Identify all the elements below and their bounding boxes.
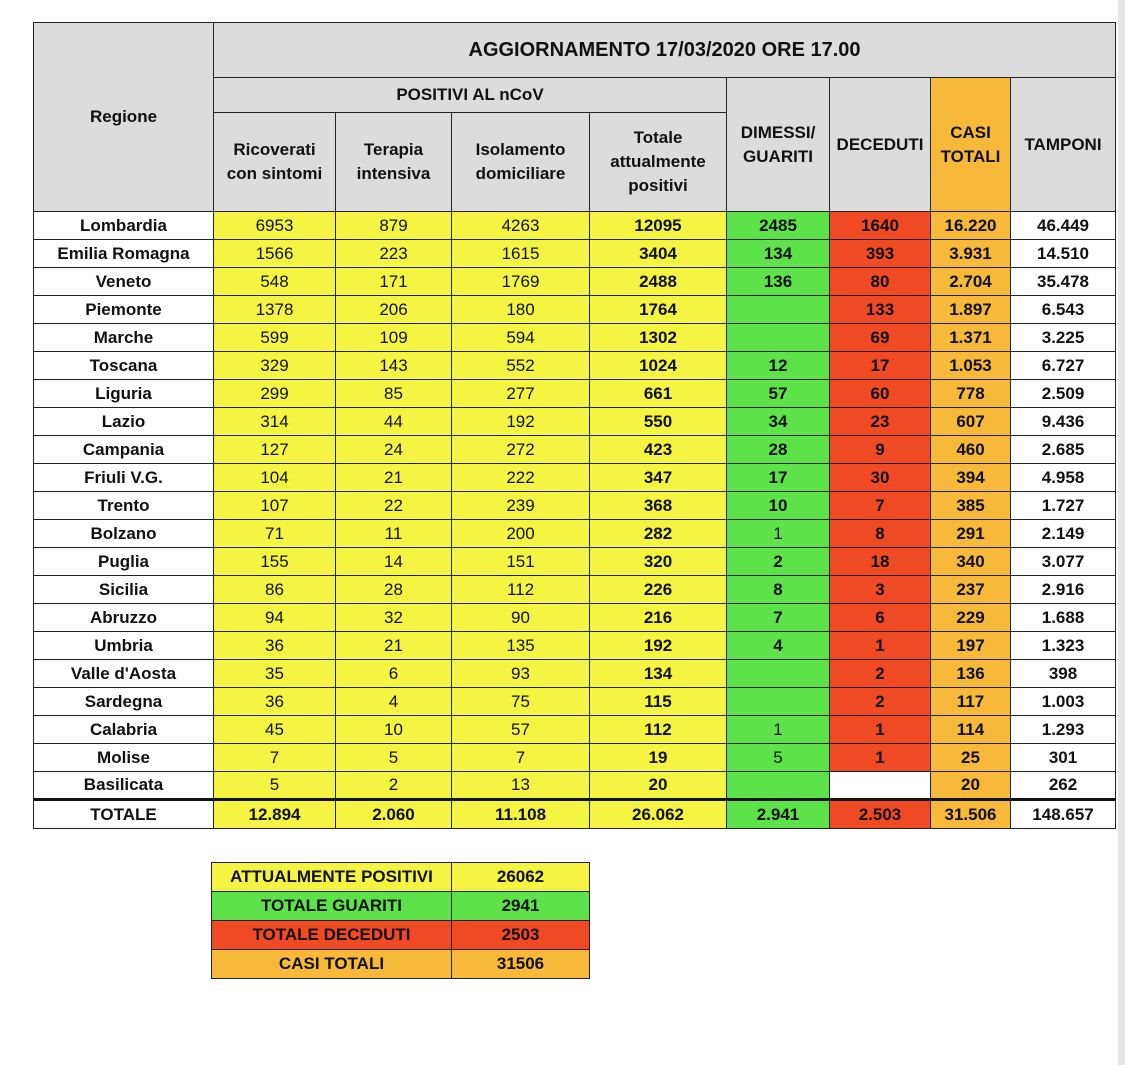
terapia-cell: 32 xyxy=(336,604,452,632)
table-row xyxy=(34,240,1116,268)
totale-label: TOTALE xyxy=(34,800,214,829)
regione-cell: Lombardia xyxy=(34,212,214,240)
isolamento-cell: 57 xyxy=(452,716,590,744)
dimessi-cell: 2 xyxy=(727,548,830,576)
dimessi-cell: 136 xyxy=(727,268,830,296)
deceduti-cell: 60 xyxy=(830,380,931,408)
totale-dimessi: 2.941 xyxy=(727,800,830,829)
totale-positivi-cell: 2488 xyxy=(590,268,727,296)
deceduti-cell: 18 xyxy=(830,548,931,576)
totale-positivi-cell: 112 xyxy=(590,716,727,744)
totale-positivi-cell: 1764 xyxy=(590,296,727,324)
terapia-cell: 171 xyxy=(336,268,452,296)
ricoverati-cell: 104 xyxy=(214,464,336,492)
summary-value: 2503 xyxy=(452,921,590,950)
table-row xyxy=(34,380,1116,408)
terapia-cell: 24 xyxy=(336,436,452,464)
totale-isolamento: 11.108 xyxy=(452,800,590,829)
terapia-cell: 44 xyxy=(336,408,452,436)
table-row xyxy=(34,660,1116,688)
regione-cell: Piemonte xyxy=(34,296,214,324)
ricoverati-cell: 1566 xyxy=(214,240,336,268)
header-totale-positivi: Totale attualmente positivi xyxy=(590,113,727,212)
deceduti-cell: 2 xyxy=(830,688,931,716)
casi-totali-cell: 340 xyxy=(931,548,1011,576)
terapia-cell: 28 xyxy=(336,576,452,604)
ricoverati-cell: 599 xyxy=(214,324,336,352)
tamponi-cell: 1.293 xyxy=(1011,716,1116,744)
isolamento-cell: 594 xyxy=(452,324,590,352)
isolamento-cell: 180 xyxy=(452,296,590,324)
tamponi-cell: 3.225 xyxy=(1011,324,1116,352)
dimessi-cell xyxy=(727,688,830,716)
isolamento-cell: 222 xyxy=(452,464,590,492)
dimessi-cell: 1 xyxy=(727,716,830,744)
ricoverati-cell: 548 xyxy=(214,268,336,296)
tamponi-cell: 262 xyxy=(1011,772,1116,800)
casi-totali-cell: 291 xyxy=(931,520,1011,548)
isolamento-cell: 90 xyxy=(452,604,590,632)
totale-positivi-cell: 282 xyxy=(590,520,727,548)
terapia-cell: 5 xyxy=(336,744,452,772)
dimessi-cell: 4 xyxy=(727,632,830,660)
casi-totali-cell: 607 xyxy=(931,408,1011,436)
isolamento-cell: 151 xyxy=(452,548,590,576)
dimessi-cell xyxy=(727,296,830,324)
regione-cell: Marche xyxy=(34,324,214,352)
totale-ricoverati: 12.894 xyxy=(214,800,336,829)
table-row xyxy=(34,688,1116,716)
isolamento-cell: 13 xyxy=(452,772,590,800)
table-row xyxy=(34,436,1116,464)
casi-totali-cell: 25 xyxy=(931,744,1011,772)
terapia-cell: 4 xyxy=(336,688,452,716)
totale-tamponi: 148.657 xyxy=(1011,800,1116,829)
deceduti-cell: 2 xyxy=(830,660,931,688)
casi-totali-cell: 16.220 xyxy=(931,212,1011,240)
totale-positivi-cell: 1302 xyxy=(590,324,727,352)
deceduti-cell: 393 xyxy=(830,240,931,268)
dimessi-cell: 12 xyxy=(727,352,830,380)
totale-positivi-cell: 423 xyxy=(590,436,727,464)
isolamento-cell: 1769 xyxy=(452,268,590,296)
summary-row xyxy=(212,863,590,892)
casi-totali-cell: 1.897 xyxy=(931,296,1011,324)
totale-positivi-cell: 226 xyxy=(590,576,727,604)
table-row xyxy=(34,772,1116,800)
ricoverati-cell: 5 xyxy=(214,772,336,800)
isolamento-cell: 135 xyxy=(452,632,590,660)
table-row xyxy=(34,352,1116,380)
deceduti-cell: 1 xyxy=(830,632,931,660)
tamponi-cell: 2.149 xyxy=(1011,520,1116,548)
terapia-cell: 85 xyxy=(336,380,452,408)
totale-positivi-cell: 320 xyxy=(590,548,727,576)
table-row xyxy=(34,324,1116,352)
table-row xyxy=(34,632,1116,660)
tamponi-cell: 2.685 xyxy=(1011,436,1116,464)
table-row xyxy=(34,408,1116,436)
ricoverati-cell: 45 xyxy=(214,716,336,744)
regione-cell: Toscana xyxy=(34,352,214,380)
ricoverati-cell: 7 xyxy=(214,744,336,772)
dimessi-cell: 7 xyxy=(727,604,830,632)
terapia-cell: 143 xyxy=(336,352,452,380)
ricoverati-cell: 155 xyxy=(214,548,336,576)
regione-cell: Valle d'Aosta xyxy=(34,660,214,688)
tamponi-cell: 2.916 xyxy=(1011,576,1116,604)
ricoverati-cell: 36 xyxy=(214,632,336,660)
regione-cell: Lazio xyxy=(34,408,214,436)
ricoverati-cell: 35 xyxy=(214,660,336,688)
totale-positivi-cell: 20 xyxy=(590,772,727,800)
table-row xyxy=(34,212,1116,240)
header-isolamento: Isolamento domiciliare xyxy=(452,113,590,212)
terapia-cell: 22 xyxy=(336,492,452,520)
tamponi-cell: 3.077 xyxy=(1011,548,1116,576)
terapia-cell: 14 xyxy=(336,548,452,576)
isolamento-cell: 75 xyxy=(452,688,590,716)
casi-totali-cell: 197 xyxy=(931,632,1011,660)
deceduti-cell: 1 xyxy=(830,744,931,772)
table-row xyxy=(34,576,1116,604)
totale-positivi-cell: 550 xyxy=(590,408,727,436)
header-deceduti: DECEDUTI xyxy=(830,78,931,212)
terapia-cell: 109 xyxy=(336,324,452,352)
covid-regional-table xyxy=(33,22,1116,829)
terapia-cell: 6 xyxy=(336,660,452,688)
table-body xyxy=(34,212,1116,800)
tamponi-cell: 46.449 xyxy=(1011,212,1116,240)
tamponi-cell: 398 xyxy=(1011,660,1116,688)
casi-totali-cell: 237 xyxy=(931,576,1011,604)
tamponi-cell: 301 xyxy=(1011,744,1116,772)
totale-positivi-cell: 3404 xyxy=(590,240,727,268)
totale-positivi-cell: 12095 xyxy=(590,212,727,240)
summary-label: TOTALE DECEDUTI xyxy=(212,921,452,950)
table-row xyxy=(34,268,1116,296)
tamponi-cell: 2.509 xyxy=(1011,380,1116,408)
summary-row xyxy=(212,921,590,950)
regione-cell: Campania xyxy=(34,436,214,464)
deceduti-cell: 30 xyxy=(830,464,931,492)
totale-positivi-cell: 216 xyxy=(590,604,727,632)
ricoverati-cell: 107 xyxy=(214,492,336,520)
isolamento-cell: 272 xyxy=(452,436,590,464)
deceduti-cell: 6 xyxy=(830,604,931,632)
table-row xyxy=(34,716,1116,744)
header-tamponi: TAMPONI xyxy=(1011,78,1116,212)
totale-positivi-cell: 368 xyxy=(590,492,727,520)
terapia-cell: 206 xyxy=(336,296,452,324)
casi-totali-cell: 229 xyxy=(931,604,1011,632)
isolamento-cell: 200 xyxy=(452,520,590,548)
totale-terapia: 2.060 xyxy=(336,800,452,829)
ricoverati-cell: 94 xyxy=(214,604,336,632)
table-row xyxy=(34,296,1116,324)
isolamento-cell: 4263 xyxy=(452,212,590,240)
regione-cell: Friuli V.G. xyxy=(34,464,214,492)
isolamento-cell: 239 xyxy=(452,492,590,520)
totale-casi-totali: 31.506 xyxy=(931,800,1011,829)
ricoverati-cell: 299 xyxy=(214,380,336,408)
regione-cell: Liguria xyxy=(34,380,214,408)
regione-cell: Sardegna xyxy=(34,688,214,716)
dimessi-cell xyxy=(727,772,830,800)
ricoverati-cell: 127 xyxy=(214,436,336,464)
dimessi-cell: 34 xyxy=(727,408,830,436)
dimessi-cell: 8 xyxy=(727,576,830,604)
regione-cell: Calabria xyxy=(34,716,214,744)
totale-positivi: 26.062 xyxy=(590,800,727,829)
tamponi-cell: 9.436 xyxy=(1011,408,1116,436)
header-dimessi: DIMESSI/ GUARITI xyxy=(727,78,830,212)
casi-totali-cell: 778 xyxy=(931,380,1011,408)
casi-totali-cell: 394 xyxy=(931,464,1011,492)
tamponi-cell: 1.323 xyxy=(1011,632,1116,660)
terapia-cell: 21 xyxy=(336,632,452,660)
ricoverati-cell: 6953 xyxy=(214,212,336,240)
totale-positivi-cell: 1024 xyxy=(590,352,727,380)
regione-cell: Sicilia xyxy=(34,576,214,604)
dimessi-cell: 28 xyxy=(727,436,830,464)
deceduti-cell: 17 xyxy=(830,352,931,380)
dimessi-cell: 2485 xyxy=(727,212,830,240)
table-row xyxy=(34,492,1116,520)
totale-positivi-cell: 19 xyxy=(590,744,727,772)
tamponi-cell: 6.727 xyxy=(1011,352,1116,380)
deceduti-cell: 7 xyxy=(830,492,931,520)
regione-cell: Puglia xyxy=(34,548,214,576)
summary-value: 2941 xyxy=(452,892,590,921)
deceduti-cell: 69 xyxy=(830,324,931,352)
deceduti-cell xyxy=(830,772,931,800)
isolamento-cell: 552 xyxy=(452,352,590,380)
regione-cell: Umbria xyxy=(34,632,214,660)
header-title: AGGIORNAMENTO 17/03/2020 ORE 17.00 xyxy=(214,23,1116,78)
isolamento-cell: 7 xyxy=(452,744,590,772)
dimessi-cell: 1 xyxy=(727,520,830,548)
header-ricoverati: Ricoverati con sintomi xyxy=(214,113,336,212)
casi-totali-cell: 385 xyxy=(931,492,1011,520)
totale-positivi-cell: 192 xyxy=(590,632,727,660)
page-right-edge xyxy=(1118,0,1125,1065)
table-row xyxy=(34,464,1116,492)
regione-cell: Molise xyxy=(34,744,214,772)
totale-positivi-cell: 134 xyxy=(590,660,727,688)
tamponi-cell: 1.688 xyxy=(1011,604,1116,632)
regione-cell: Bolzano xyxy=(34,520,214,548)
dimessi-cell xyxy=(727,324,830,352)
ricoverati-cell: 71 xyxy=(214,520,336,548)
totale-positivi-cell: 347 xyxy=(590,464,727,492)
casi-totali-cell: 117 xyxy=(931,688,1011,716)
table-row xyxy=(34,604,1116,632)
terapia-cell: 879 xyxy=(336,212,452,240)
summary-value: 31506 xyxy=(452,950,590,979)
isolamento-cell: 112 xyxy=(452,576,590,604)
isolamento-cell: 192 xyxy=(452,408,590,436)
deceduti-cell: 133 xyxy=(830,296,931,324)
tamponi-cell: 6.543 xyxy=(1011,296,1116,324)
summary-table xyxy=(211,862,590,979)
dimessi-cell: 57 xyxy=(727,380,830,408)
totale-positivi-cell: 661 xyxy=(590,380,727,408)
regione-cell: Trento xyxy=(34,492,214,520)
casi-totali-cell: 2.704 xyxy=(931,268,1011,296)
terapia-cell: 21 xyxy=(336,464,452,492)
casi-totali-cell: 3.931 xyxy=(931,240,1011,268)
isolamento-cell: 93 xyxy=(452,660,590,688)
dimessi-cell xyxy=(727,660,830,688)
tamponi-cell: 1.003 xyxy=(1011,688,1116,716)
table-row xyxy=(34,744,1116,772)
ricoverati-cell: 86 xyxy=(214,576,336,604)
regione-cell: Basilicata xyxy=(34,772,214,800)
summary-row xyxy=(212,892,590,921)
terapia-cell: 11 xyxy=(336,520,452,548)
ricoverati-cell: 329 xyxy=(214,352,336,380)
tamponi-cell: 35.478 xyxy=(1011,268,1116,296)
deceduti-cell: 8 xyxy=(830,520,931,548)
table-row xyxy=(34,520,1116,548)
terapia-cell: 2 xyxy=(336,772,452,800)
header-regione: Regione xyxy=(34,23,214,212)
tamponi-cell: 4.958 xyxy=(1011,464,1116,492)
casi-totali-cell: 1.371 xyxy=(931,324,1011,352)
regione-cell: Emilia Romagna xyxy=(34,240,214,268)
deceduti-cell: 1 xyxy=(830,716,931,744)
table-row xyxy=(34,548,1116,576)
deceduti-cell: 23 xyxy=(830,408,931,436)
deceduti-cell: 9 xyxy=(830,436,931,464)
header-casi-totali: CASI TOTALI xyxy=(931,78,1011,212)
deceduti-cell: 3 xyxy=(830,576,931,604)
summary-value: 26062 xyxy=(452,863,590,892)
ricoverati-cell: 1378 xyxy=(214,296,336,324)
summary-label: ATTUALMENTE POSITIVI xyxy=(212,863,452,892)
totale-deceduti: 2.503 xyxy=(830,800,931,829)
regione-cell: Veneto xyxy=(34,268,214,296)
summary-row xyxy=(212,950,590,979)
isolamento-cell: 277 xyxy=(452,380,590,408)
ricoverati-cell: 36 xyxy=(214,688,336,716)
summary-label: TOTALE GUARITI xyxy=(212,892,452,921)
header-positivi-group: POSITIVI AL nCoV xyxy=(214,78,727,113)
dimessi-cell: 5 xyxy=(727,744,830,772)
summary-label: CASI TOTALI xyxy=(212,950,452,979)
tamponi-cell: 1.727 xyxy=(1011,492,1116,520)
casi-totali-cell: 114 xyxy=(931,716,1011,744)
isolamento-cell: 1615 xyxy=(452,240,590,268)
casi-totali-cell: 1.053 xyxy=(931,352,1011,380)
deceduti-cell: 80 xyxy=(830,268,931,296)
dimessi-cell: 10 xyxy=(727,492,830,520)
terapia-cell: 10 xyxy=(336,716,452,744)
deceduti-cell: 1640 xyxy=(830,212,931,240)
casi-totali-cell: 20 xyxy=(931,772,1011,800)
dimessi-cell: 17 xyxy=(727,464,830,492)
casi-totali-cell: 136 xyxy=(931,660,1011,688)
terapia-cell: 223 xyxy=(336,240,452,268)
regione-cell: Abruzzo xyxy=(34,604,214,632)
ricoverati-cell: 314 xyxy=(214,408,336,436)
dimessi-cell: 134 xyxy=(727,240,830,268)
casi-totali-cell: 460 xyxy=(931,436,1011,464)
header-terapia: Terapia intensiva xyxy=(336,113,452,212)
totale-row xyxy=(34,800,1116,829)
tamponi-cell: 14.510 xyxy=(1011,240,1116,268)
totale-positivi-cell: 115 xyxy=(590,688,727,716)
